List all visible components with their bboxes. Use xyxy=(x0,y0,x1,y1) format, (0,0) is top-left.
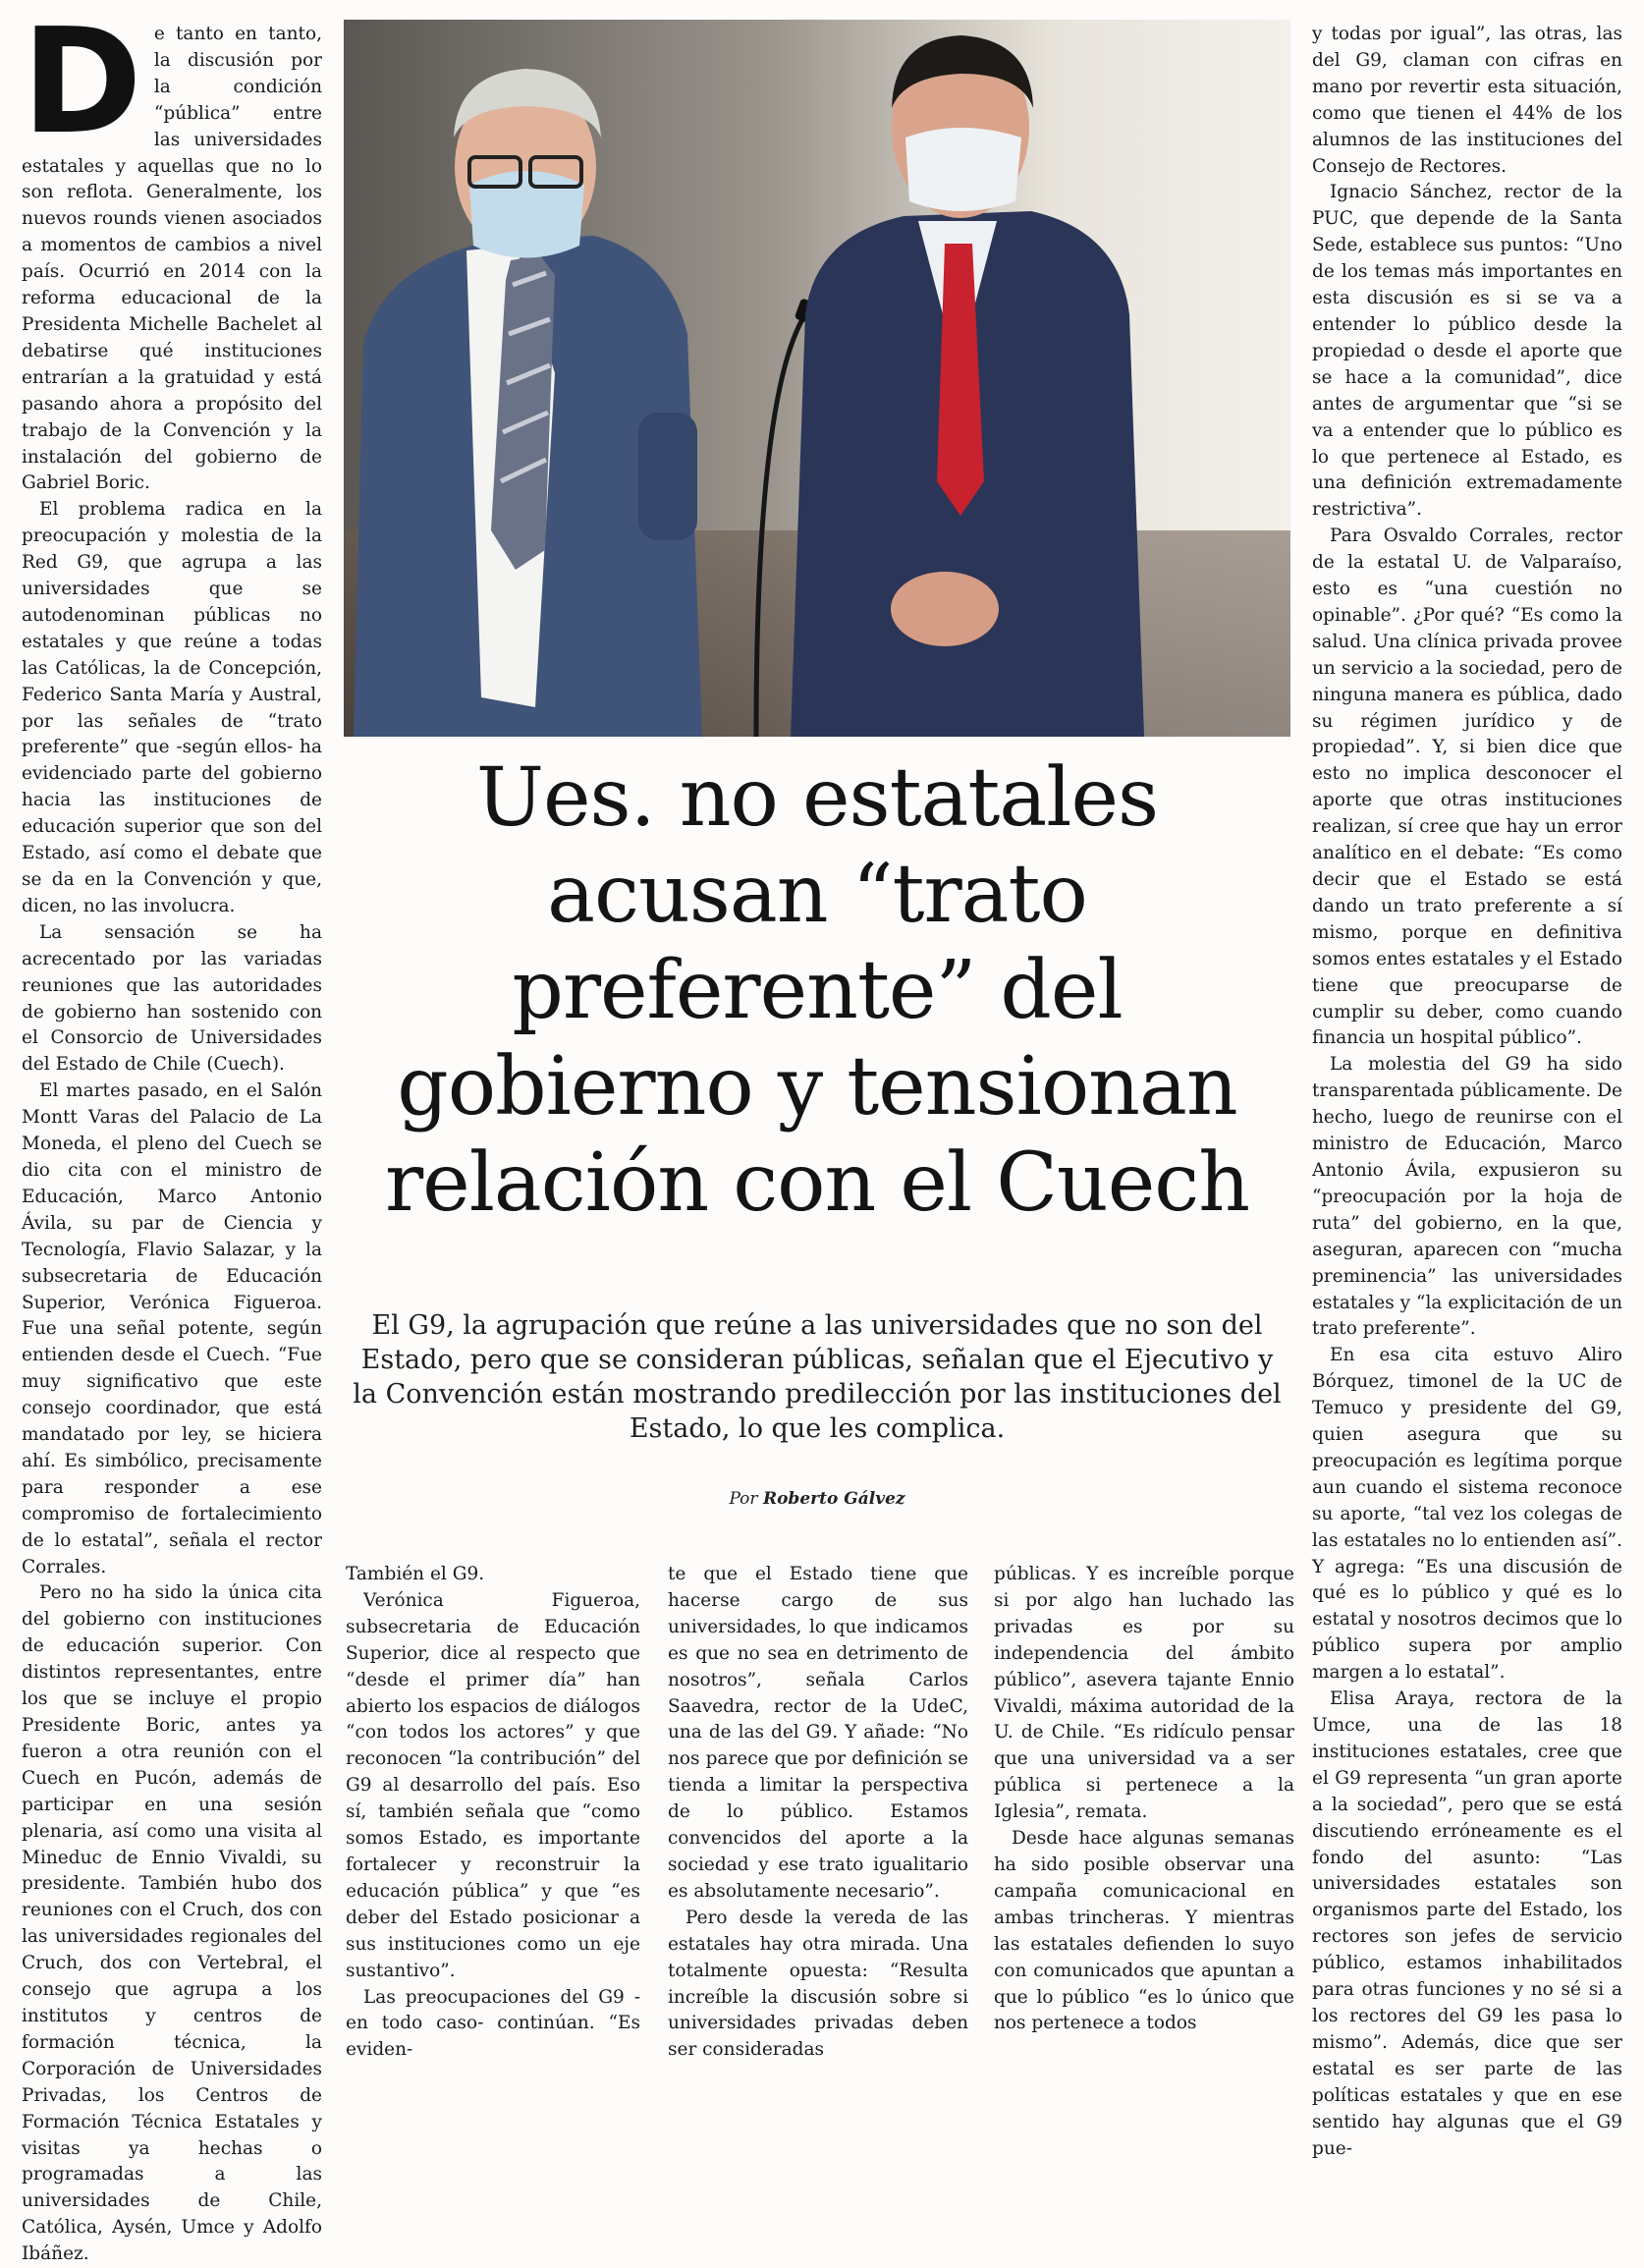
deck-subheadline: El G9, la agrupación que reúne a las universidades que no son del Estado, pero que se consideran públicas, señalan que el Ejecutivo y la Convención están mostrando predilección por las instituciones del Estado, lo que les complica. xyxy=(353,1310,1282,1444)
paragraph: Ignacio Sánchez, rector de la PUC, que depende de la Santa Sede, establece sus puntos: “Uno de los temas más importantes en esta discusión es si se va a entender lo público desde la propiedad o desde el aporte que se hace a la comunidad”, dice antes de argumentar que “si se va a entender que lo público es lo que pertenece al Estado, es una definición extremadamente restrictiva”. xyxy=(1312,182,1622,521)
paragraph: La molestia del G9 ha sido transparentada públicamente. De hecho, luego de reunirse con el ministro de Educación, Marco Antonio Ávila, expusieron su “preocupación por la hoja de ruta” del gobierno, en la que, aseguran, aparecen con “mucha preminencia” las universidades estatales y “la explicitación de un trato preferente”. xyxy=(1312,1054,1622,1340)
byline-prefix: Por xyxy=(729,1489,758,1509)
right-column xyxy=(1312,22,1622,2159)
left-column xyxy=(22,0,322,2265)
paragraph: Elisa Araya, rectora de la Umce, una de las 18 instituciones estatales, cree que el G9 representa “un gran aporte a la sociedad”, pero que se está discutiendo erróneamente es el fondo del asunto: “Las universidades estatales son organismos parte del Estado, los rectores son jefes de servicio público, estamos inhabilitados para otras funciones y no sé si a los rectores del G9 les pasa lo mismo”. Además, dice que ser estatal es ser parte de las políticas estatales y que en ese sentido hay algunas que el G9 pue- xyxy=(1312,1688,1622,2159)
bottom-column-2 xyxy=(668,1562,968,2061)
bottom-column-3 xyxy=(994,1562,1294,2034)
byline xyxy=(344,1489,1290,1509)
paragraph: El martes pasado, en el Salón Montt Varas del Palacio de La Moneda, el pleno del Cuech se dio cita con el ministro de Educación, Marco Antonio Ávila, su par de Ciencia y Tecnología, Flavio Salazar, y la subsecretaria de Educación Superior, Verónica Figueroa. Fue una señal potente, según entienden desde el Cuech. “Fue muy significativo que este consejo coordinador, que está mandatado por ley, se hiciera ahí. Es simbólico, precisamente para responder a ese compromiso de fortalecimiento de lo estatal”, señala el rector Corrales. xyxy=(22,1080,322,1577)
paragraph: e tanto en tanto, la discusión por la condición “pública” entre las universidades estatales y aquellas que no lo son reflota. Generalmente, los nuevos rounds vienen asociados a momentos de cambios a nivel país. Ocurrió en 2014 con la reforma educacional de la Presidenta Michelle Bachelet al debatirse qué instituciones entrarían a la gratuidad y está pasando ahora a propósito del trabajo de la Convención y la instalación del gobierno de Gabriel Boric. xyxy=(22,24,322,494)
paragraph: Para Osvaldo Corrales, rector de la estatal U. de Valparaíso, esto es “una cuestión no opinable”. ¿Por qué? “Es como la salud. Una clínica privada provee un servicio a la sociedad, pero de ninguna manera es pública, dado su régimen jurídico y de propiedad”. Y, si bien dice que esto no implica desconocer el aporte que otras instituciones realizan, sí cree que hay un error analítico en el debate: “Es como decir que el Estado se está dando un trato preferente a sí mismo, porque en definitiva somos entes estatales y el Estado tiene que preocuparse de cumplir su deber, como cuando financia un hospital público”. xyxy=(1312,526,1622,1049)
drop-cap: D xyxy=(22,0,142,166)
paragraph: Desde hace algunas semanas ha sido posible observar una campaña comunicacional en ambas trincheras. Y mientras las estatales defienden lo suyo con comunicados que apuntan a que lo público “es lo único que nos pertenece a todos xyxy=(994,1828,1294,2034)
paragraph: En esa cita estuvo Aliro Bórquez, timonel de la UC de Temuco y presidente del G9, quien asegura que su preocupación es legítima porque aun cuando el sistema reconoce su aporte, “tal vez los colegas de las estatales no lo entienden así”. Y agrega: “Es una discusión de qué es lo público y qué es lo estatal y nosotros decimos que lo público supera por amplio margen a lo estatal”. xyxy=(1312,1345,1622,1684)
headline: Ues. no estatales acusan “trato preferente” del gobierno y tensionan relación con el Cuech xyxy=(384,751,1250,1230)
paragraph: Pero desde la vereda de las estatales hay otra mirada. Una totalmente opuesta: “Resulta increíble la discusión sobre si universidades privadas deben ser consideradas xyxy=(668,1907,968,2061)
paragraph: Verónica Figueroa, subsecretaria de Educación Superior, dice al respecto que “desde el primer día” han abierto los espacios de diálogos “con todos los actores” y que reconocen “la contribución” del G9 al desarrollo del país. Eso sí, también señala que “como somos Estado, es importante fortalecer y reconstruir la educación pública” y que “es deber del Estado posicionar a sus instituciones como un eje sustantivo”. xyxy=(346,1589,640,1981)
paragraph: públicas. Y es increíble porque si por algo han luchado las privadas es por su independencia del ámbito público”, asevera tajante Ennio Vivaldi, máxima autoridad de la U. de Chile. “Es ridículo pensar que una universidad va a ser pública si pertenece a la Iglesia”, remata. xyxy=(994,1564,1294,1823)
paragraph: Pero no ha sido la única cita del gobierno con instituciones de educación superior. Con distintos representantes, entre los que se incluye el propio Presidente Boric, antes ya fueron a otra reunión con el Cuech en Pucón, además de participar en una sesión plenaria, así como una visita al Mineduc de Ennio Vivaldi, su presidente. También hubo dos reuniones con el Cruch, dos con las universidades regionales del Cruch, dos con Vertebral, el consejo que agrupa a los institutos y centros de formación técnica, la Corporación de Universidades Privadas, los Centros de Formación Técnica Estatales y visitas ya hechas o programadas a las universidades de Chile, Católica, Aysén, Umce y Adolfo Ibáñez. xyxy=(22,1582,322,2265)
paragraph: La sensación se ha acrecentado por las variadas reuniones que las autoridades de gobierno han sostenido con el Consorcio de Universidades del Estado de Chile (Cuech). xyxy=(22,921,322,1076)
byline-author: Roberto Gálvez xyxy=(762,1489,905,1509)
paragraph: Las preocupaciones del G9 -en todo caso- continúan. “Es eviden- xyxy=(346,1986,640,2061)
paragraph: También el G9. xyxy=(346,1564,485,1584)
article-photo xyxy=(344,20,1290,737)
paragraph: te que el Estado tiene que hacerse cargo de sus universidades, lo que indicamos es que no sea en detrimento de nosotros”, señala Carlos Saavedra, rector de la UdeC, una de las del G9. Y añade: “No nos parece que por definición se tienda a limitar la perspectiva de lo público. Estamos convencidos del aporte a la sociedad y ese trato igualitario es absolutamente necesario”. xyxy=(668,1564,968,1902)
paragraph: El problema radica en la preocupación y molestia de la Red G9, que agrupa a las universidades que se autodenominan públicas no estatales y que reúne a todas las Católicas, la de Concepción, Federico Santa María y Austral, por las señales de “trato preferente” que -según ellos- ha evidenciado parte del gobierno hacia las instituciones de educación superior que son del Estado, así como el debate que se da en la Convención y que, dicen, no las involucra. xyxy=(22,499,322,916)
bottom-column-1 xyxy=(346,1562,640,2061)
paragraph: y todas por igual”, las otras, las del G9, claman con cifras en mano por revertir esta situación, como que tienen el 44% de los alumnos de las instituciones del Consejo de Rectores. xyxy=(1312,24,1622,177)
